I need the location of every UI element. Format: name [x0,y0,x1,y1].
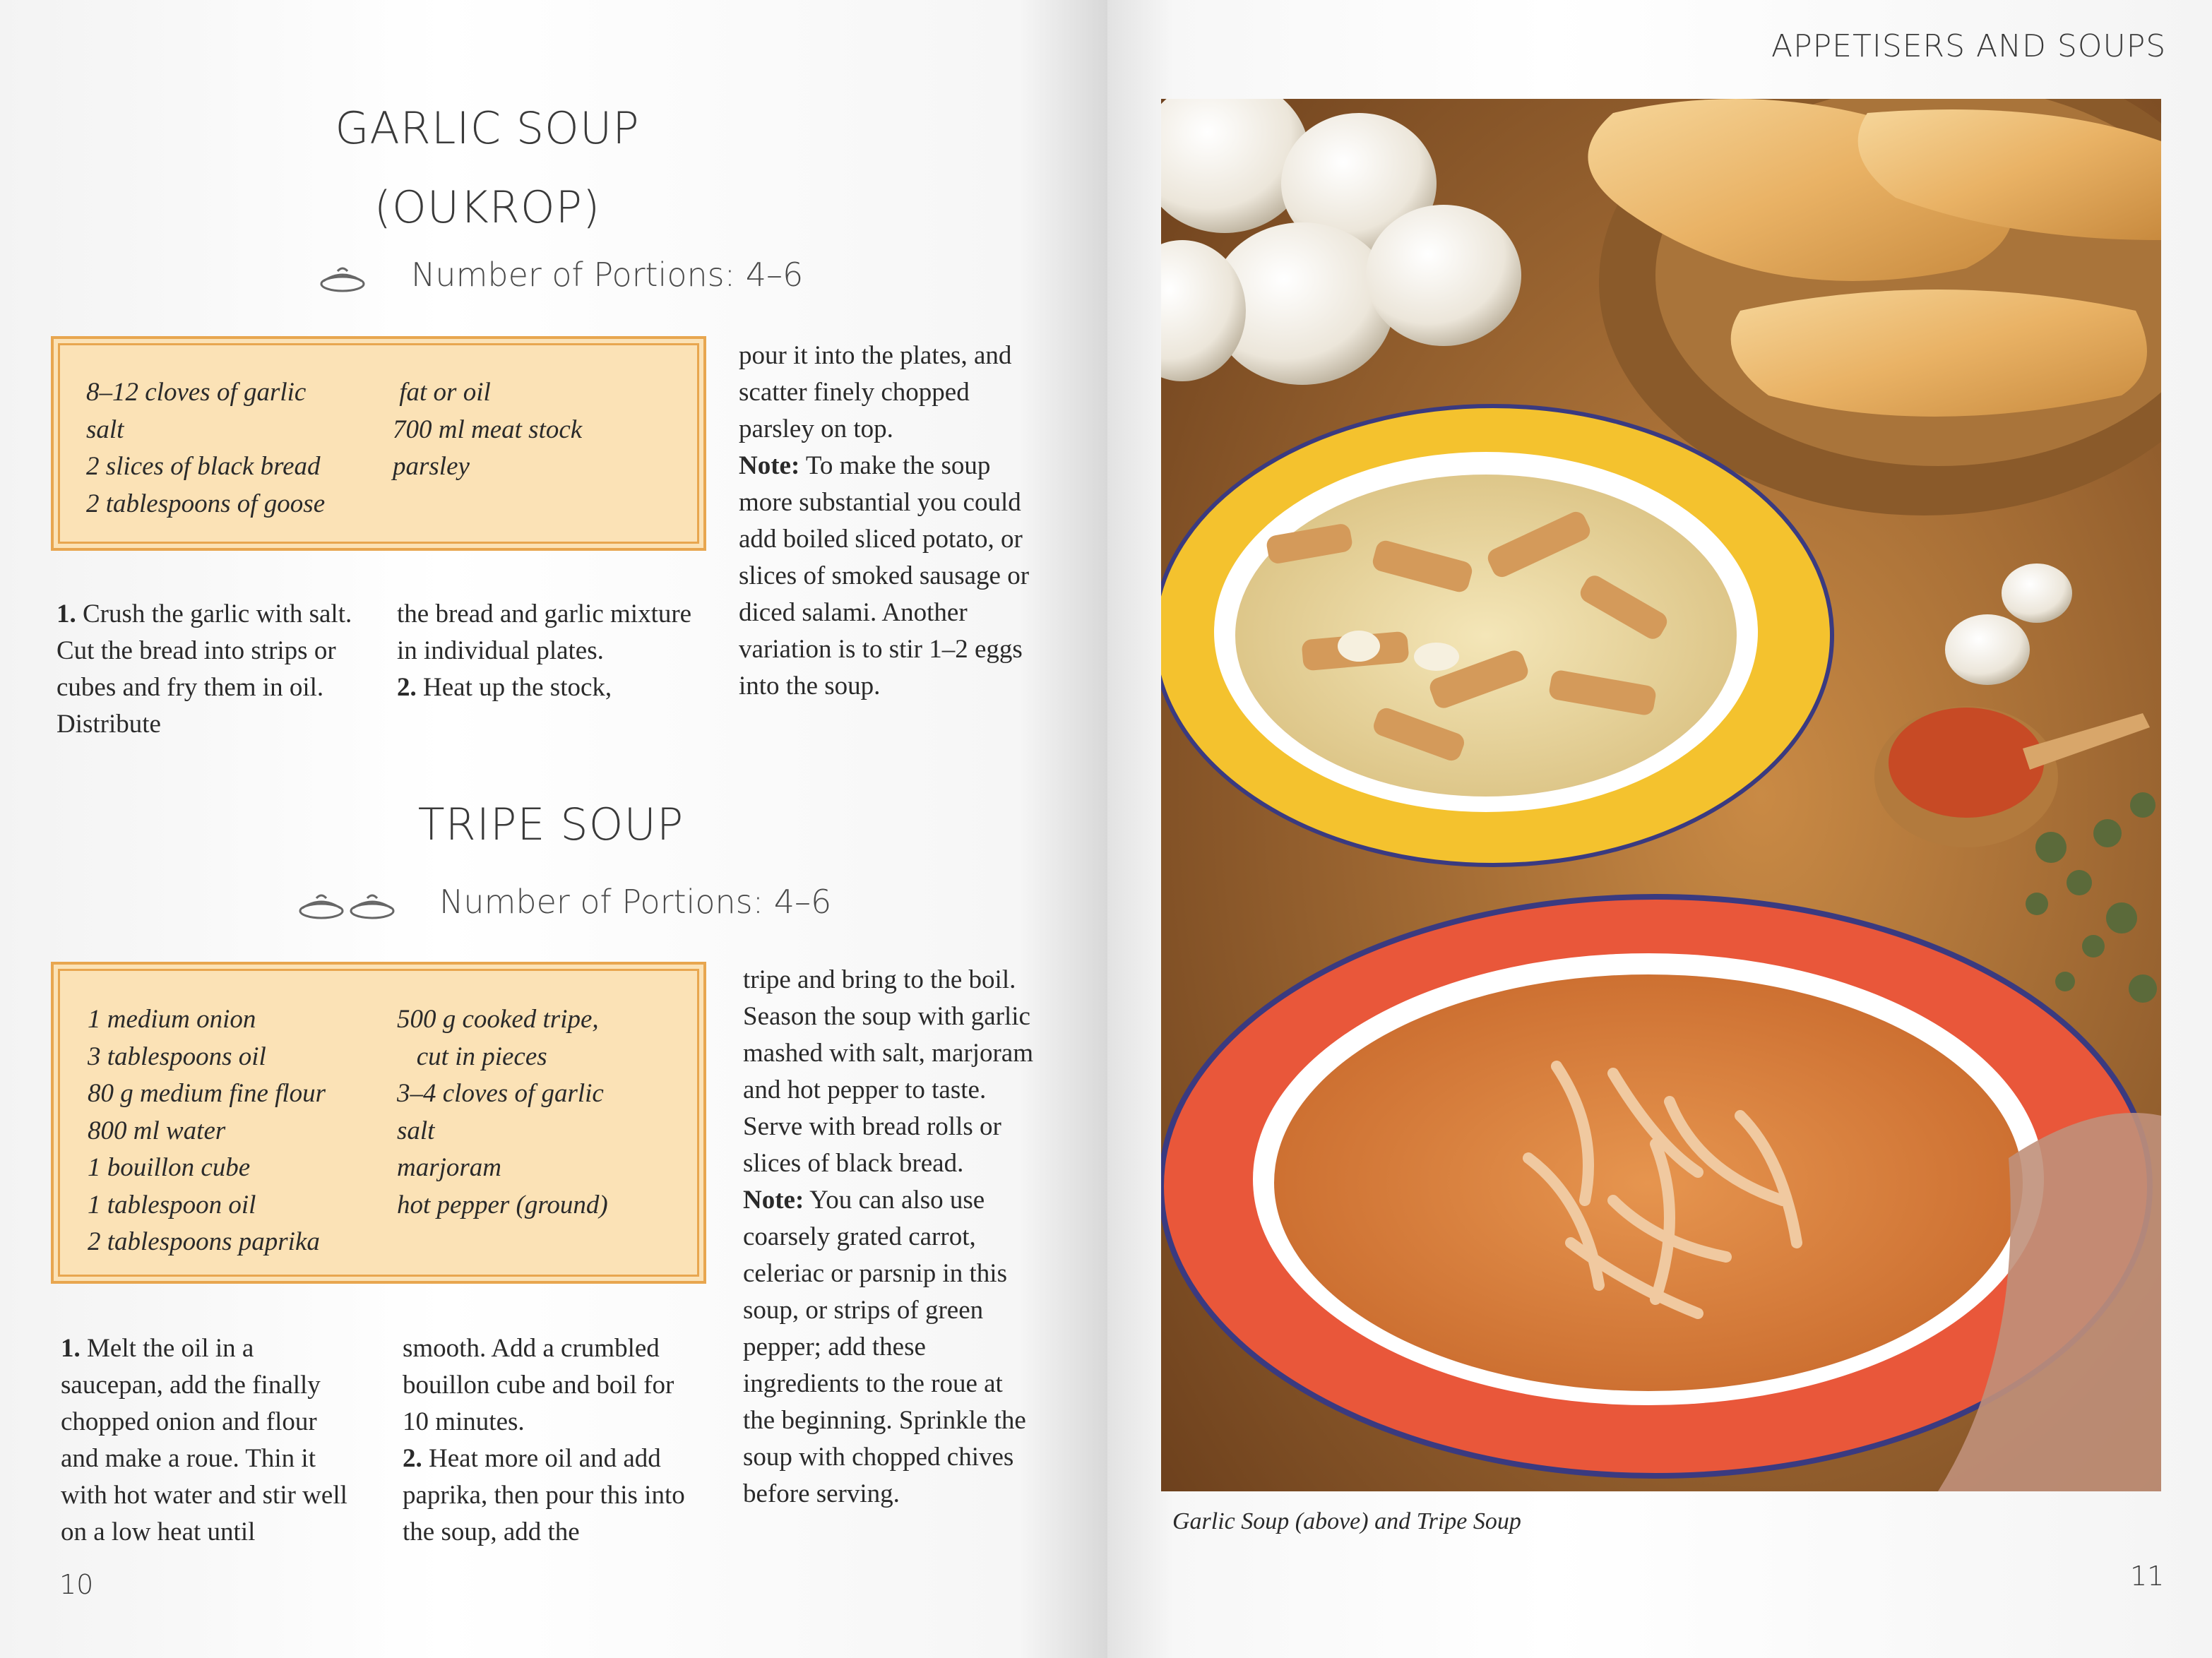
step-text: the bread and garlic mixture in individual plates. [397,600,692,665]
step-number: 2. [397,673,417,702]
cooking-pot-icon [347,890,397,921]
cooking-pot-icon [318,263,367,294]
section-header: APPETISERS AND SOUPS [1771,28,2167,64]
step-text: smooth. Add a crumbled bouillon cube and boil for 10 minutes. [403,1334,674,1436]
note-label: Note: [739,451,800,480]
tripe-soup-title: TRIPE SOUP [417,799,684,850]
step-text: Heat up the stock, [416,673,612,702]
tripe-soup-method-col1 [61,1330,357,1551]
step-number: 1. [57,600,76,628]
garlic-soup-method-col1 [57,596,353,743]
note-text: To make the soup more substantial you could add boiled sliced potato, or slices of smoked sausage or diced salami. Another variation is to stir 1–2 eggs into the soup. [739,451,1030,700]
garlic-soup-title [297,89,678,247]
garlic-soup-portions: Number of Portions: 4–6 [411,256,804,294]
step-text: pour it into the plates, and scatter finely chopped parsley on top. [739,341,1012,443]
garlic-soup-ingredients-col1: 8–12 cloves of garlic salt 2 slices of black bread 2 tablespoons of goose [86,378,326,518]
tripe-soup-method-col2 [403,1330,699,1551]
step-text: Crush the garlic with salt. Cut the bread into strips or cubes and fry them in oil. Distribute [57,600,352,739]
garlic-soup-title-line1: GARLIC SOUP [335,102,640,154]
page-number-right: 11 [2130,1561,2165,1592]
cooking-pot-icon [297,890,346,921]
garlic-soup-method-col2 [397,596,694,706]
tripe-soup-portions: Number of Portions: 4–6 [439,883,832,921]
tripe-soup-method-col3 [743,962,1038,1513]
garlic-soup-method-col3 [739,338,1034,705]
step-text: Melt the oil in a saucepan, add the finally chopped onion and flour and make a roue. Thin it with hot water and stir well on a low heat until [61,1334,347,1546]
photo-caption: Garlic Soup (above) and Tripe Soup [1172,1508,1521,1534]
soup-photo [1161,99,2161,1491]
note-text: You can also use coarsely grated carrot, celeriac or parsnip in this soup, or strips of green pepper; add these ingredients to the roue at the beginning. Sprinkle the soup with chopped chives before serving. [743,1186,1026,1508]
step-number: 2. [403,1444,422,1473]
soup-photo-illustration [1161,99,2161,1491]
tripe-soup-ingredients-col2: 500 g cooked tripe, cut in pieces 3–4 cloves of garlic salt marjoram hot pepper (ground) [397,1005,608,1219]
step-number: 1. [61,1334,81,1363]
step-text: tripe and bring to the boil. Season the soup with garlic mashed with salt, marjoram and hot pepper to taste. Serve with bread rolls or slices of black bread. [743,965,1034,1178]
garlic-soup-title-line2: (OUKROP) [374,181,601,233]
page-number-left: 10 [59,1569,94,1600]
garlic-soup-ingredients-col2: fat or oil 700 ml meat stock parsley [393,378,583,481]
tripe-soup-ingredients-col1: 1 medium onion 3 tablespoons oil 80 g medium fine flour 800 ml water 1 bouillon cube 1 tablespoon oil 2 tablespoons paprika [88,1005,326,1256]
step-text: Heat more oil and add paprika, then pour this into the soup, add the [403,1444,685,1546]
note-label: Note: [743,1186,804,1215]
